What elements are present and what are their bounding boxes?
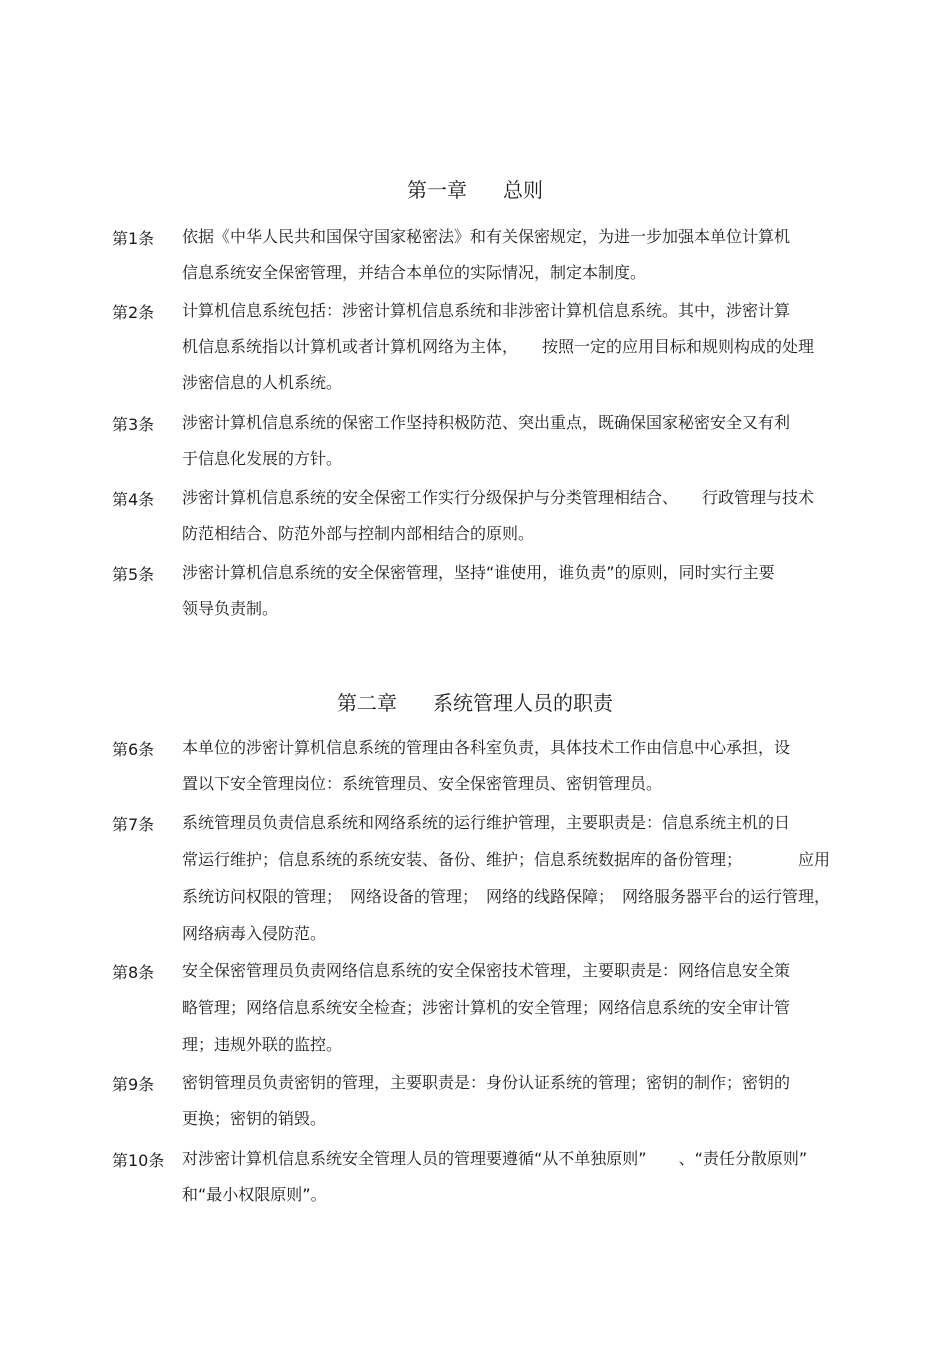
chapter-1-title: 总则 bbox=[503, 178, 543, 202]
article-text-line: 理；违规外联的监控。 bbox=[182, 1035, 343, 1054]
article-text-line: 置以下安全管理岗位：系统管理员、安全保密管理员、密钥管理员。 bbox=[182, 774, 663, 793]
article-number: 第8条 bbox=[112, 963, 155, 982]
article-text-line: 和“最小权限原则”。 bbox=[182, 1185, 327, 1204]
article-text-line: 系统访问权限的管理； 网络设备的管理； 网络的线路保障； 网络服务器平台的运行管理， bbox=[182, 887, 831, 906]
chapter-1-heading bbox=[0, 176, 950, 204]
article-text-line: 更换；密钥的销毁。 bbox=[182, 1109, 327, 1128]
article-text-line: 安全保密管理员负责网络信息系统的安全保密技术管理，主要职责是：网络信息安全策 bbox=[182, 961, 791, 980]
article-text-line: 涉密计算机信息系统的安全保密管理，坚持“谁使用，谁负责”的原则，同时实行主要 bbox=[182, 563, 775, 582]
article-text-line: 略管理；网络信息系统安全检查；涉密计算机的安全管理；网络信息系统的安全审计管 bbox=[182, 998, 791, 1017]
article-number: 第4条 bbox=[112, 490, 155, 509]
article-number: 第1条 bbox=[112, 229, 155, 248]
article-text-line: 系统管理员负责信息系统和网络系统的运行维护管理，主要职责是：信息系统主机的日 bbox=[182, 813, 791, 832]
article-text-line: 信息系统安全保密管理，并结合本单位的实际情况，制定本制度。 bbox=[182, 263, 647, 282]
article-text-line: 本单位的涉密计算机信息系统的管理由各科室负责，具体技术工作由信息中心承担，设 bbox=[182, 738, 791, 757]
article-text-line: 领导负责制。 bbox=[182, 599, 279, 618]
article-number: 第2条 bbox=[112, 303, 155, 322]
article-text-line: 网络病毒入侵防范。 bbox=[182, 924, 327, 943]
article-text-line: 涉密计算机信息系统的保密工作坚持积极防范、突出重点，既确保国家秘密安全又有利 bbox=[182, 413, 791, 432]
chapter-2-number: 第二章 bbox=[337, 691, 397, 715]
chapter-2-heading bbox=[0, 689, 950, 717]
article-number: 第7条 bbox=[112, 815, 155, 834]
article-number: 第3条 bbox=[112, 415, 155, 434]
article-text-line: 密钥管理员负责密钥的管理，主要职责是：身份认证系统的管理；密钥的制作；密钥的 bbox=[182, 1073, 791, 1092]
article-text-line: 涉密信息的人机系统。 bbox=[182, 373, 343, 392]
article-text-line: 防范相结合、防范外部与控制内部相结合的原则。 bbox=[182, 524, 535, 543]
article-text-line: 涉密计算机信息系统的安全保密工作实行分级保护与分类管理相结合、 行政管理与技术 bbox=[182, 488, 815, 507]
article-number: 第9条 bbox=[112, 1075, 155, 1094]
chapter-1-number: 第一章 bbox=[407, 178, 467, 202]
article-text-line: 对涉密计算机信息系统安全管理人员的管理要遵循“从不单独原则” 、“责任分散原则” bbox=[182, 1149, 808, 1168]
chapter-2-title: 系统管理人员的职责 bbox=[433, 691, 613, 715]
article-number: 第6条 bbox=[112, 740, 155, 759]
article-text-line: 于信息化发展的方针。 bbox=[182, 449, 343, 468]
article-text-line: 依据《中华人民共和国保守国家秘密法》和有关保密规定，为进一步加强本单位计算机 bbox=[182, 227, 791, 246]
article-number: 第5条 bbox=[112, 565, 155, 584]
article-text-line: 机信息系统指以计算机或者计算机网络为主体， 按照一定的应用目标和规则构成的处理 bbox=[182, 337, 815, 356]
article-text-line: 常运行维护；信息系统的系统安装、备份、维护；信息系统数据库的备份管理； 应用 bbox=[182, 850, 831, 869]
article-number: 第10条 bbox=[112, 1151, 165, 1170]
article-text-line: 计算机信息系统包括：涉密计算机信息系统和非涉密计算机信息系统。其中，涉密计算 bbox=[182, 301, 791, 320]
